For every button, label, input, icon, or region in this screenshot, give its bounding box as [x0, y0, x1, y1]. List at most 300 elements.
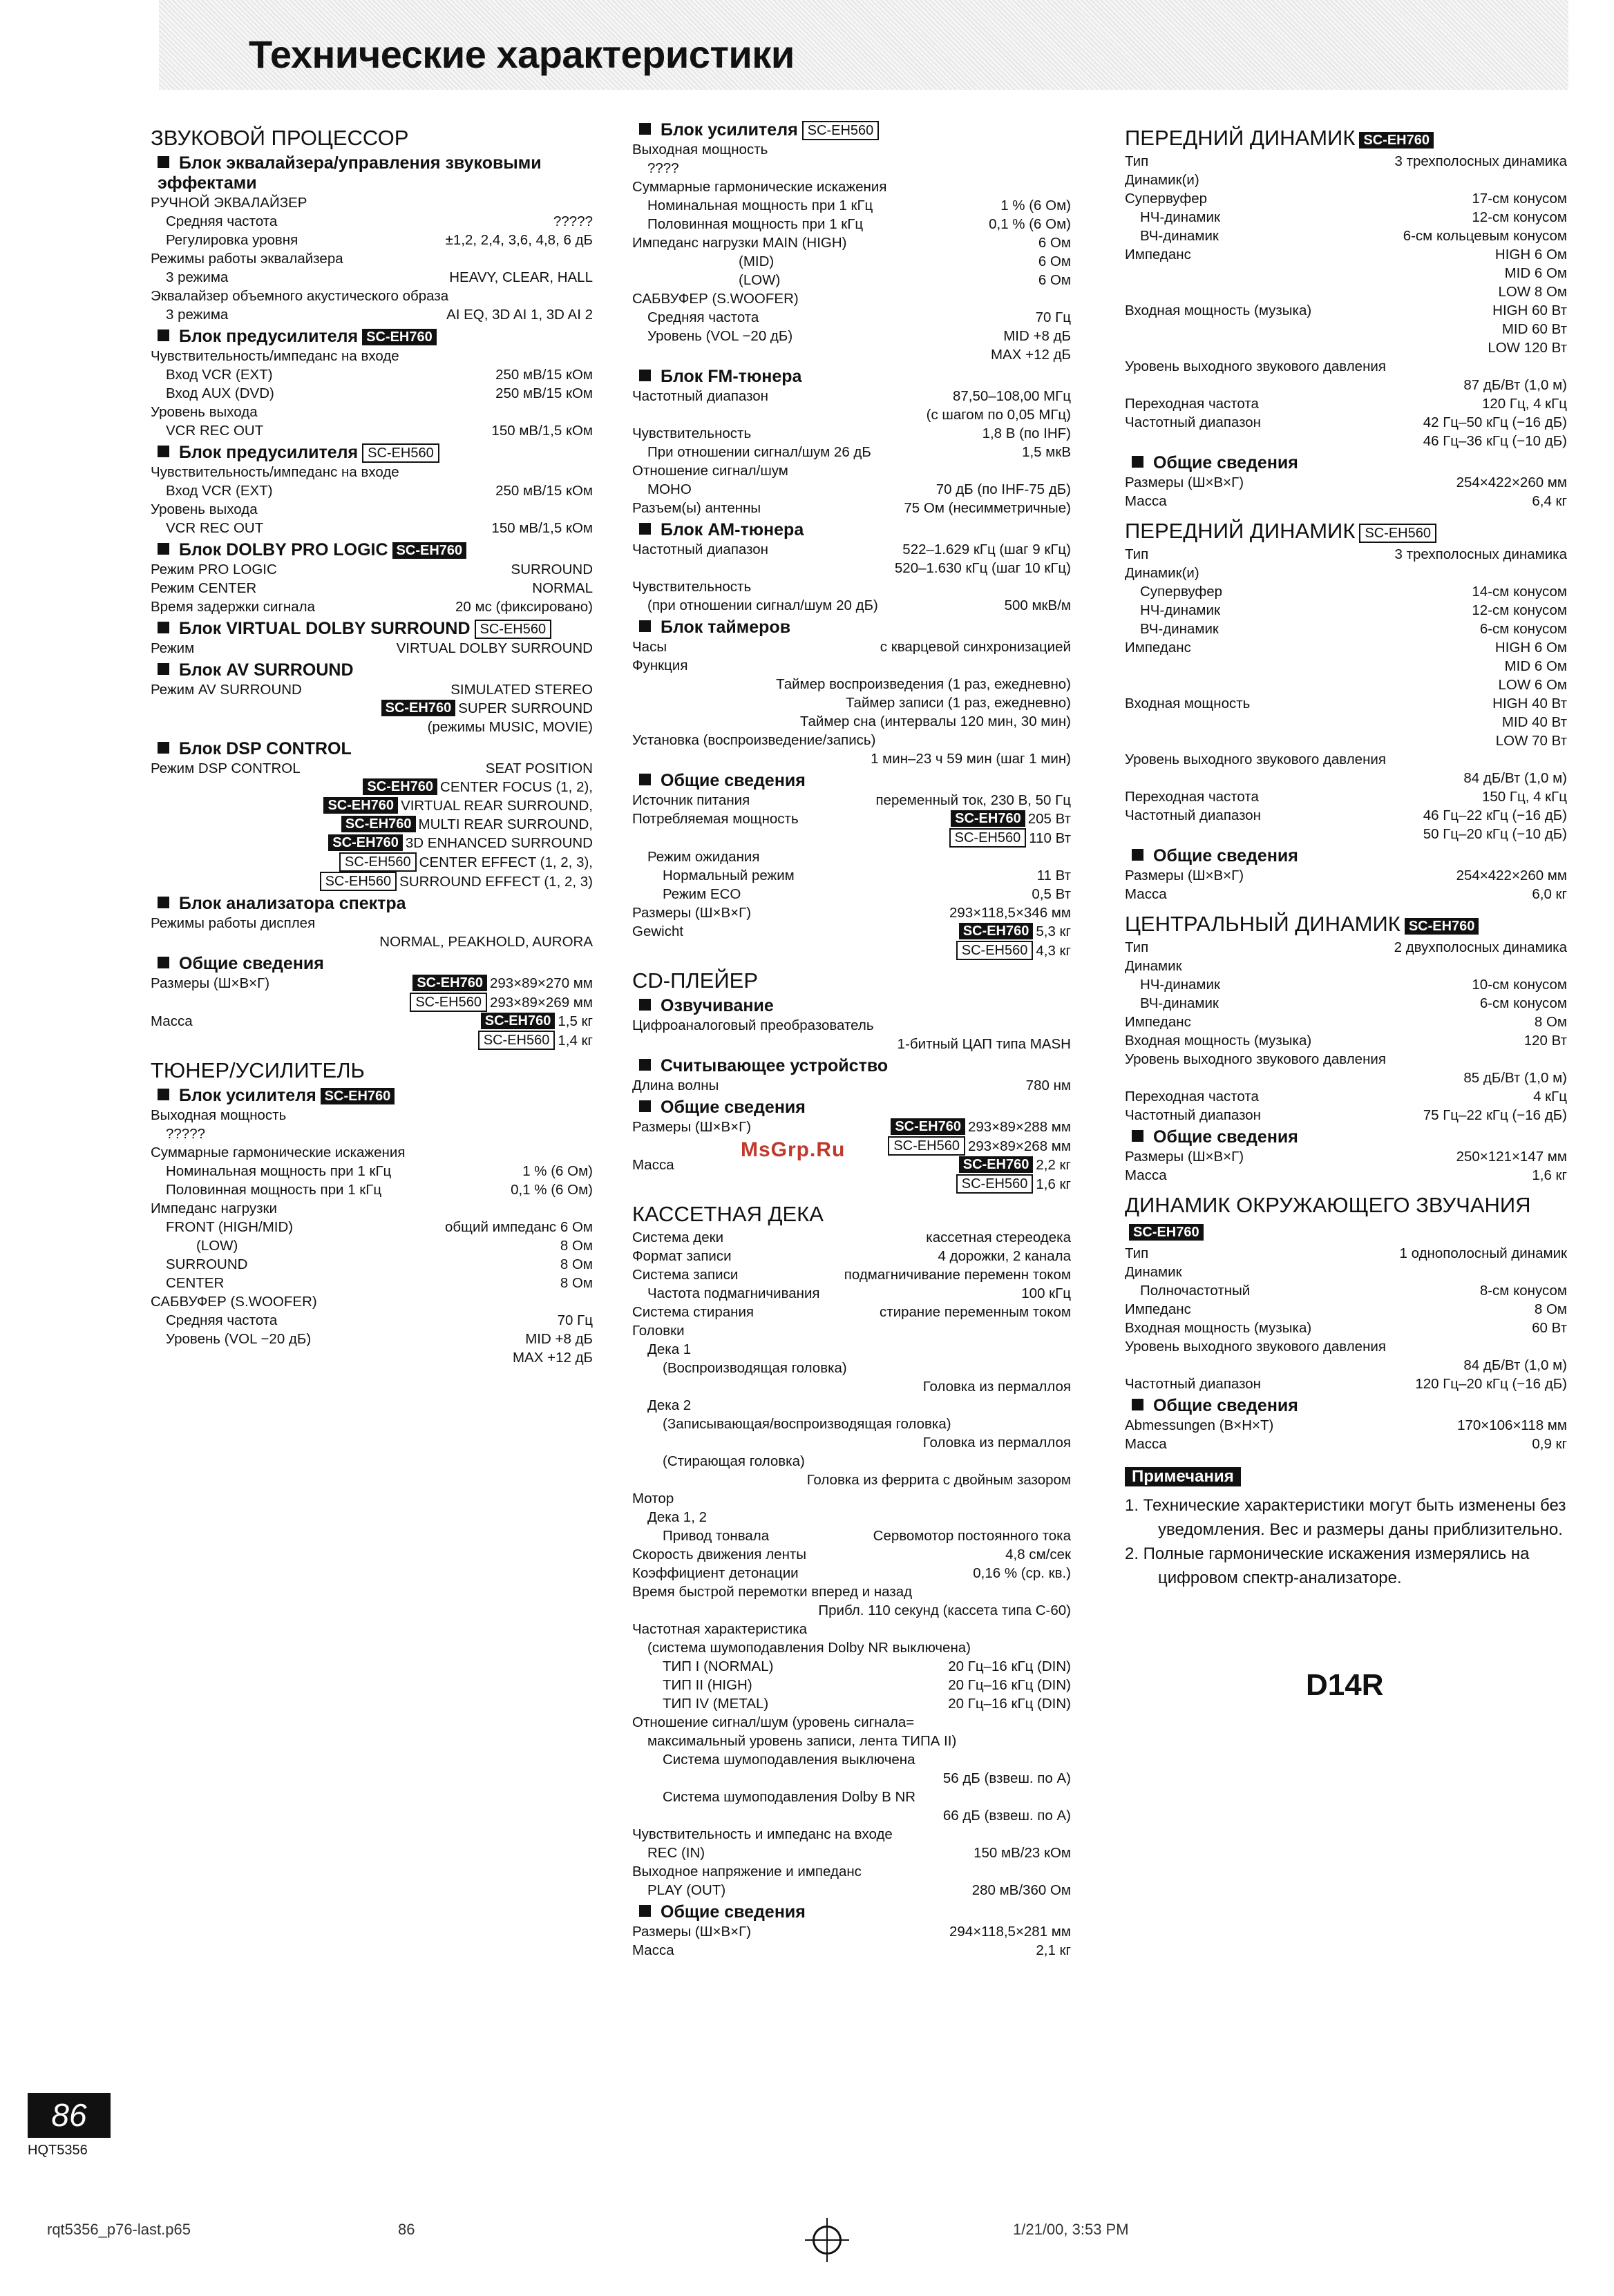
- spec-row: [151, 993, 593, 1012]
- model-badge: SC-EH760: [392, 542, 467, 559]
- spec-value: [1457, 1416, 1567, 1435]
- spec-label: (при отношении сигнал/шум 20 дБ): [647, 597, 878, 613]
- spec-label: Тип: [1125, 939, 1149, 955]
- spec-label: Чувствительность: [632, 579, 752, 595]
- spec-value-text: 1,5 мкВ: [1022, 444, 1071, 460]
- registration-mark-icon: [813, 2226, 842, 2255]
- spec-label: Частотный диапазон: [1125, 1376, 1261, 1392]
- spec-row: [632, 271, 1071, 289]
- spec-value-text: 6,4 кг: [1532, 493, 1567, 509]
- spec-value: [982, 424, 1071, 443]
- model-badge: SC-EH560: [949, 828, 1027, 848]
- spec-label: Входная мощность (музыка): [1125, 1320, 1312, 1336]
- subsection-heading-text: Блок таймеров: [661, 618, 791, 637]
- spec-value: [952, 1174, 1071, 1194]
- bullet-square-icon: [639, 523, 651, 535]
- spec-row: [151, 718, 593, 736]
- spec-row: [1125, 657, 1567, 676]
- spec-row: [632, 1118, 1071, 1136]
- spec-value-text: 4,3 кг: [1036, 943, 1071, 959]
- spec-row: [632, 1377, 1071, 1396]
- spec-value-text: 250 мВ/15 кОм: [495, 385, 593, 401]
- subsection-heading-text: Блок усилителя: [179, 1086, 316, 1105]
- spec-value-text: 254×422×260 мм: [1456, 868, 1567, 883]
- document-code: HQT5356: [28, 2143, 88, 2158]
- spec-value-text: SURROUND: [511, 562, 593, 577]
- spec-label: VCR REC OUT: [166, 423, 264, 439]
- spec-label: (MID): [739, 253, 775, 269]
- spec-row: [632, 866, 1071, 885]
- model-badge: SC-EH760: [951, 810, 1025, 827]
- spec-label: ВЧ-динамик: [1140, 228, 1219, 244]
- spec-label: Головки: [632, 1323, 685, 1339]
- spec-value-text: AI EQ, 3D AI 1, 3D AI 2: [446, 307, 593, 323]
- spec-value-text: 1,6 кг: [1036, 1176, 1071, 1192]
- spec-row: [632, 178, 1071, 196]
- subsection-heading: [639, 1056, 1071, 1076]
- spec-label: Частотный диапазон: [1125, 1107, 1261, 1123]
- spec-label: Средняя частота: [166, 1312, 278, 1328]
- spec-label: Размеры (Ш×В×Г): [1125, 475, 1244, 490]
- spec-row: [632, 559, 1071, 577]
- subsection-heading-text: Блок DOLBY PRO LOGIC: [179, 540, 388, 559]
- model-badge: SC-EH760: [891, 1118, 965, 1135]
- bullet-square-icon: [1132, 1130, 1143, 1142]
- spec-value: [1000, 196, 1071, 215]
- spec-row: [1125, 283, 1567, 301]
- spec-label: Функция: [632, 658, 688, 673]
- spec-label: Масса: [1125, 1436, 1167, 1452]
- spec-value-text: с кварцевой синхронизацией: [880, 639, 1071, 655]
- spec-value: [337, 815, 593, 834]
- spec-value-text: переменный ток, 230 В, 50 Гц: [875, 792, 1071, 808]
- spec-value-text: MID 6 Ом: [1504, 265, 1567, 281]
- spec-value-text: 46 Гц–22 кГц (−16 дБ): [1423, 807, 1567, 823]
- spec-row: [1125, 357, 1567, 376]
- spec-label: Режим: [151, 640, 195, 656]
- spec-value: [1423, 413, 1567, 432]
- spec-label: Динамик: [1125, 958, 1182, 974]
- spec-label: Режимы работы дисплея: [151, 915, 316, 931]
- spec-label: Размеры (Ш×В×Г): [632, 1924, 752, 1940]
- spec-label: Тип: [1125, 153, 1149, 169]
- spec-row: [151, 1274, 593, 1292]
- spec-row: [151, 815, 593, 834]
- spec-value: [938, 1247, 1071, 1265]
- spec-value: [818, 1601, 1071, 1620]
- spec-row: [632, 1881, 1071, 1900]
- spec-value-text: 66 дБ (взвеш. по А): [942, 1808, 1071, 1824]
- spec-row: [151, 212, 593, 231]
- spec-label: Средняя частота: [647, 309, 759, 325]
- spec-value: [513, 1348, 593, 1367]
- section-heading-text: ПЕРЕДНИЙ ДИНАМИК: [1125, 519, 1356, 543]
- spec-value: [1535, 1300, 1567, 1319]
- spec-row: [151, 1180, 593, 1199]
- spec-value: [495, 365, 593, 384]
- spec-value: [1037, 866, 1071, 885]
- spec-value: [445, 1218, 593, 1236]
- spec-value-text: HIGH 60 Вт: [1492, 303, 1567, 318]
- spec-row: [632, 1620, 1071, 1638]
- spec-value: [895, 559, 1071, 577]
- spec-value: [927, 405, 1071, 424]
- spec-value-text: (с шагом по 0,05 МГц): [926, 407, 1071, 423]
- spec-label: VCR REC OUT: [166, 520, 264, 536]
- spec-row: [632, 540, 1071, 559]
- spec-row: [1125, 189, 1567, 208]
- section-heading-text: ЗВУКОВОЙ ПРОЦЕССОР: [151, 126, 409, 150]
- spec-value: [886, 1118, 1071, 1136]
- spec-value-text: 110 Вт: [1029, 830, 1071, 846]
- spec-row: [632, 1016, 1071, 1035]
- spec-row: [632, 1415, 1071, 1433]
- spec-label: Уровень выходного звукового давления: [1125, 1051, 1386, 1067]
- spec-label: Уровень (VOL −20 дБ): [166, 1331, 312, 1347]
- spec-row: [632, 675, 1071, 693]
- spec-row: [632, 1825, 1071, 1844]
- subsection-heading-text: Блок предусилителя: [179, 443, 359, 462]
- bullet-square-icon: [639, 1100, 651, 1112]
- spec-value-text: 4 дорожки, 2 канала: [938, 1248, 1071, 1264]
- spec-value: [1456, 866, 1567, 885]
- spec-row: [1125, 582, 1567, 601]
- spec-row: [632, 1076, 1071, 1095]
- spec-value: [553, 212, 593, 231]
- spec-value-text: 12-см конусом: [1472, 602, 1567, 618]
- spec-row: [151, 519, 593, 537]
- column-right: [1125, 117, 1567, 1453]
- spec-value: [446, 231, 593, 249]
- spec-label: Масса: [151, 1013, 193, 1029]
- spec-value: [1026, 1076, 1071, 1095]
- spec-value: [1498, 676, 1567, 694]
- spec-row: [1125, 1356, 1567, 1375]
- spec-row: [1125, 676, 1567, 694]
- spec-value: [1036, 308, 1071, 327]
- spec-row: [632, 1228, 1071, 1247]
- spec-row: [1125, 1013, 1567, 1031]
- spec-value-text: 10-см конусом: [1472, 977, 1567, 993]
- model-badge: SC-EH560: [956, 941, 1034, 960]
- spec-value-text: SURROUND EFFECT (1, 2, 3): [399, 874, 593, 890]
- spec-label: Система шумоподавления Dolby B NR: [663, 1789, 916, 1805]
- spec-label: Режим ожидания: [647, 849, 760, 865]
- spec-row: [1125, 601, 1567, 620]
- spec-value: [807, 1471, 1071, 1489]
- spec-value: [974, 1844, 1071, 1862]
- spec-row: [151, 1143, 593, 1162]
- subsection-heading-text: Общие сведения: [1153, 453, 1298, 472]
- spec-value: [800, 712, 1071, 731]
- subsection-heading: [158, 327, 593, 347]
- spec-label: SURROUND: [166, 1256, 248, 1272]
- model-badge: SC-EH560: [320, 872, 397, 891]
- subsection-heading-text: Блок усилителя: [661, 120, 798, 140]
- spec-row: [1125, 957, 1567, 975]
- spec-label: (Стирающая головка): [663, 1453, 805, 1469]
- spec-row: [1125, 1031, 1567, 1050]
- section-heading: [632, 1202, 1071, 1227]
- spec-value-text: 250×121×147 мм: [1456, 1149, 1567, 1165]
- section-heading: [1125, 519, 1567, 544]
- spec-label: CENTER: [166, 1275, 225, 1291]
- spec-label: ВЧ-динамик: [1140, 995, 1219, 1011]
- spec-value-text: 70 Гц: [1035, 309, 1071, 325]
- spec-row: [1125, 1263, 1567, 1281]
- spec-row: [632, 693, 1071, 712]
- spec-value-text: LOW 70 Вт: [1495, 733, 1567, 749]
- spec-row: [1125, 545, 1567, 564]
- spec-row: [632, 424, 1071, 443]
- spec-label: Время быстрой перемотки вперед и назад: [632, 1584, 913, 1600]
- spec-row: [632, 1806, 1071, 1825]
- spec-value-text: 250 мВ/15 кОм: [495, 367, 593, 383]
- spec-value: [495, 384, 593, 403]
- spec-value: [379, 932, 593, 951]
- spec-value: [955, 1156, 1071, 1174]
- spec-label: Уровень выходного звукового давления: [1125, 752, 1386, 767]
- spec-value-text: LOW 120 Вт: [1488, 340, 1567, 356]
- spec-row: [151, 1348, 593, 1367]
- spec-value: [871, 749, 1071, 768]
- spec-label: Регулировка уровня: [166, 232, 298, 248]
- bullet-square-icon: [1132, 456, 1143, 468]
- spec-row: [151, 932, 593, 951]
- spec-value: [1005, 1545, 1071, 1564]
- spec-row: [1125, 638, 1567, 657]
- spec-row: [1125, 1300, 1567, 1319]
- spec-value-text: 120 Вт: [1523, 1033, 1567, 1049]
- spec-row: [1125, 1106, 1567, 1125]
- spec-row: [1125, 1166, 1567, 1185]
- spec-value: [1488, 338, 1567, 357]
- spec-value: [945, 828, 1071, 848]
- spec-row: [1125, 1375, 1567, 1393]
- spec-value-text: 1-битный ЦАП типа MASH: [897, 1036, 1071, 1052]
- page-title: Технические характеристики: [249, 32, 795, 76]
- spec-row: [632, 848, 1071, 866]
- spec-row: [632, 1303, 1071, 1321]
- spec-row: [632, 791, 1071, 810]
- spec-label: НЧ-динамик: [1140, 209, 1220, 225]
- bullet-square-icon: [158, 543, 169, 555]
- section-heading-text: ДИНАМИК ОКРУЖАЮЩЕГО ЗВУЧАНИЯ: [1125, 1193, 1531, 1217]
- spec-value: [1472, 208, 1567, 227]
- spec-row: [1125, 338, 1567, 357]
- spec-value-text: 100 кГц: [1021, 1285, 1071, 1301]
- spec-row: [632, 1922, 1071, 1941]
- spec-label: Размеры (Ш×В×Г): [1125, 1149, 1244, 1165]
- spec-value: [1403, 227, 1567, 245]
- spec-value-text: 60 Вт: [1532, 1320, 1567, 1336]
- spec-row: [632, 159, 1071, 178]
- spec-row: [632, 252, 1071, 271]
- section-heading: [151, 126, 593, 151]
- spec-label: ????: [647, 160, 679, 176]
- spec-value-text: 254×422×260 мм: [1456, 475, 1567, 490]
- spec-value: [884, 1136, 1071, 1156]
- spec-value: [1456, 1147, 1567, 1166]
- spec-value-text: MAX +12 дБ: [512, 1350, 593, 1366]
- spec-value: [1395, 152, 1567, 171]
- spec-value-text: 2 двухполосных динамика: [1394, 939, 1567, 955]
- spec-row: [1125, 264, 1567, 283]
- spec-value-text: 8 Ом: [560, 1238, 593, 1254]
- spec-label: Масса: [632, 1157, 674, 1173]
- spec-label: ТИП I (NORMAL): [663, 1658, 774, 1674]
- model-badge: SC-EH560: [475, 620, 552, 639]
- spec-value: [1463, 376, 1567, 394]
- subsection-heading: [158, 1086, 593, 1106]
- spec-label: Режим ECO: [663, 886, 741, 902]
- spec-value: [491, 421, 593, 440]
- spec-value: [776, 675, 1071, 693]
- spec-value-text: 1,8 В (по IHF): [982, 425, 1071, 441]
- spec-value: [1423, 1106, 1567, 1125]
- spec-value-text: HIGH 6 Ом: [1494, 247, 1567, 262]
- spec-value-text: 1 однополосный динамик: [1399, 1245, 1567, 1261]
- spec-row: [632, 1638, 1071, 1657]
- spec-label: МОНО: [647, 481, 692, 497]
- spec-value: [449, 268, 593, 287]
- spec-label: (Записывающая/воспроизводящая головка): [663, 1416, 951, 1432]
- section-heading: [1125, 126, 1567, 151]
- model-badge: SC-EH760: [959, 1156, 1034, 1173]
- spec-value-text: 780 нм: [1025, 1078, 1071, 1093]
- spec-value: [1472, 601, 1567, 620]
- spec-row: [151, 384, 593, 403]
- spec-label: Установка (воспроизведение/запись): [632, 732, 876, 748]
- spec-row: [632, 1156, 1071, 1174]
- spec-value: [1492, 301, 1567, 320]
- note-item: 2. Полные гармонические искажения измерялись на цифровом спектр-анализаторе.: [1125, 1544, 1530, 1587]
- spec-value-text: Прибл. 110 секунд (кассета типа С-60): [818, 1603, 1071, 1618]
- spec-value: [1524, 1031, 1567, 1050]
- spec-value-text: 56 дБ (взвеш. по А): [942, 1770, 1071, 1786]
- spec-value: [948, 1657, 1071, 1676]
- spec-label: Масса: [632, 1942, 674, 1958]
- spec-label: Переходная частота: [1125, 396, 1259, 412]
- bullet-square-icon: [158, 446, 169, 457]
- spec-row: [632, 1657, 1071, 1676]
- spec-label: Динамик(и): [1125, 565, 1199, 581]
- spec-label: Частотная характеристика: [632, 1621, 808, 1637]
- spec-label: Эквалайзер объемного акустического образа: [151, 288, 449, 304]
- spec-row: [1125, 731, 1567, 750]
- spec-row: [151, 500, 593, 519]
- spec-row: [151, 699, 593, 718]
- spec-label: Масса: [1125, 1167, 1167, 1183]
- spec-value-text: MID 40 Вт: [1501, 714, 1567, 730]
- spec-value-text: 0,1 % (6 Ом): [989, 216, 1071, 232]
- spec-label: Нормальный режим: [663, 868, 795, 883]
- spec-row: [632, 1247, 1071, 1265]
- section-heading: [632, 968, 1071, 993]
- spec-row: [632, 638, 1071, 656]
- subsection-heading-text: Общие сведения: [1153, 1127, 1298, 1147]
- spec-value-text: 3D ENHANCED SURROUND: [405, 835, 593, 851]
- page-number: 86: [28, 2093, 111, 2138]
- spec-row: [632, 1321, 1071, 1340]
- spec-label: Отношение сигнал/шум: [632, 463, 788, 479]
- spec-label: Импеданс нагрузки: [151, 1200, 277, 1216]
- spec-row: [632, 1396, 1071, 1415]
- subsection-heading: [1132, 1127, 1567, 1147]
- subsection-heading-text: Общие сведения: [661, 1098, 806, 1117]
- spec-label: ТИП II (HIGH): [663, 1677, 752, 1693]
- spec-label: Чувствительность и импеданс на входе: [632, 1826, 893, 1842]
- spec-label: Часы: [632, 639, 667, 655]
- spec-row: [151, 834, 593, 852]
- bullet-square-icon: [639, 123, 651, 135]
- spec-row: [632, 1769, 1071, 1788]
- spec-label: Частота подмагничивания: [647, 1285, 820, 1301]
- subsection-heading: [639, 1902, 1071, 1922]
- spec-value-text: 0,16 % (ср. кв.): [973, 1565, 1071, 1581]
- spec-row: [632, 1564, 1071, 1582]
- spec-row: [151, 463, 593, 481]
- spec-row: [632, 387, 1071, 405]
- spec-label: Дека 1, 2: [647, 1509, 707, 1525]
- spec-label: Входная мощность (музыка): [1125, 303, 1312, 318]
- spec-value: [1532, 492, 1567, 510]
- spec-value: [1480, 1281, 1567, 1300]
- bullet-square-icon: [639, 1059, 651, 1071]
- spec-value: [955, 922, 1071, 941]
- spec-value-text: MID 60 Вт: [1501, 321, 1567, 337]
- spec-value: [1038, 233, 1071, 252]
- subsection-heading-text: Общие сведения: [661, 771, 806, 790]
- spec-value: [1395, 545, 1567, 564]
- spec-row: [1125, 320, 1567, 338]
- spec-label: НЧ-динамик: [1140, 977, 1220, 993]
- subsection-heading: [158, 894, 593, 914]
- spec-label: Частотный диапазон: [632, 388, 768, 404]
- spec-label: Импеданс: [1125, 1014, 1191, 1030]
- subsection-heading-text: Блок DSP CONTROL: [179, 739, 352, 758]
- spec-value: [1532, 1435, 1567, 1453]
- spec-value-text: Головка из пермаллоя: [922, 1435, 1071, 1451]
- spec-row: [632, 749, 1071, 768]
- spec-value: [1400, 1244, 1567, 1263]
- spec-value: [948, 1694, 1071, 1713]
- spec-row: [1125, 694, 1567, 713]
- watermark: MsGrp.Ru: [741, 1138, 846, 1161]
- bullet-square-icon: [158, 957, 169, 968]
- spec-row: [151, 796, 593, 815]
- model-badge: SC-EH760: [1359, 132, 1434, 149]
- spec-row: [151, 1106, 593, 1125]
- spec-row: [1125, 994, 1567, 1013]
- subsection-heading-text: Считывающее устройство: [661, 1056, 889, 1075]
- spec-row: [151, 639, 593, 658]
- subsection-heading-text: Блок эквалайзера/управления звуковыми эффектами: [158, 153, 542, 193]
- spec-label: Динамик: [1125, 1264, 1182, 1280]
- notes-heading: Примечания: [1125, 1467, 1241, 1486]
- spec-value: [1472, 975, 1567, 994]
- subsection-heading: [158, 739, 593, 759]
- spec-row: [1125, 376, 1567, 394]
- spec-value-text: 6-см конусом: [1479, 621, 1567, 637]
- spec-value: [525, 1330, 593, 1348]
- spec-row: [632, 810, 1071, 828]
- spec-value: [335, 852, 593, 872]
- spec-row: [151, 231, 593, 249]
- spec-value-text: MAX +12 дБ: [990, 347, 1071, 363]
- bullet-square-icon: [158, 1089, 169, 1100]
- spec-row: [1125, 866, 1567, 885]
